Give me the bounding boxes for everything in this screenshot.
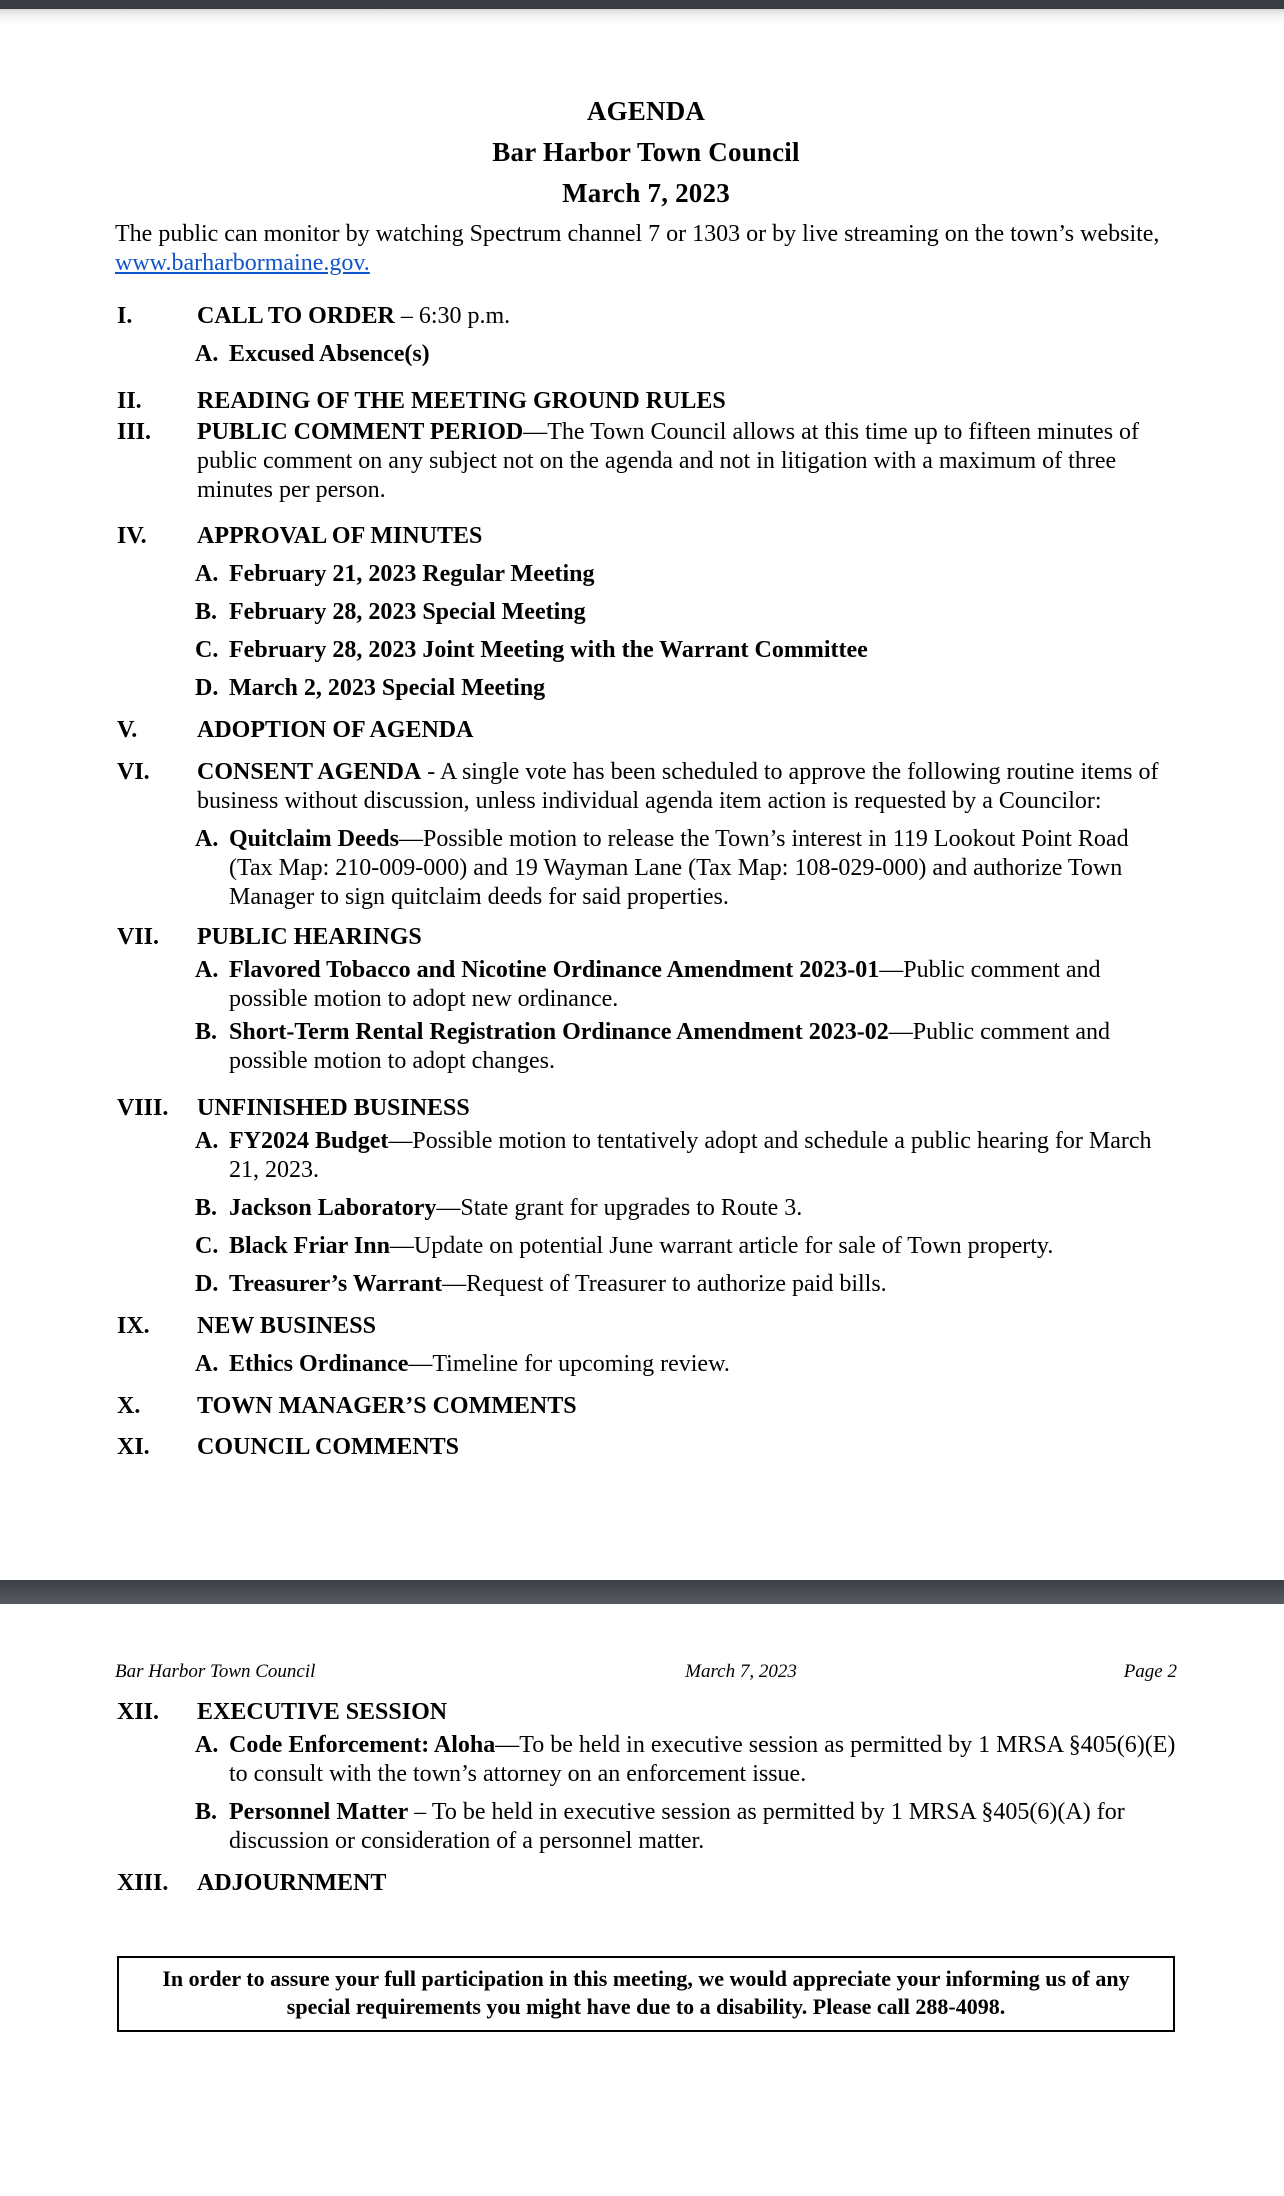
agenda-item-iv-sub-c-letter: C. [195, 637, 219, 663]
agenda-item-viii-sub-c-rest: —Update on potential June warrant article for sale of Town property. [389, 1233, 1054, 1259]
agenda-item-xiii-number: XIII. [117, 1870, 169, 1896]
agenda-item-i-sub-a-text [229, 340, 1177, 369]
agenda-item-ix [115, 1312, 1177, 1341]
page-separator-bar [0, 1580, 1284, 1604]
agenda-item-xi-lead: COUNCIL COMMENTS [197, 1434, 460, 1460]
agenda-item-xii-sub-a-lead: Code Enforcement: Aloha [229, 1732, 496, 1758]
agenda-item-ix-sub-a-rest: —Timeline for upcoming review. [408, 1351, 730, 1377]
agenda-item-iii-lead: PUBLIC COMMENT PERIOD [197, 419, 524, 445]
title-line-date: March 7, 2023 [562, 178, 730, 208]
agenda-item-i-sub-a-letter: A. [195, 341, 219, 367]
agenda-item-viii-sub-b [195, 1194, 1177, 1223]
agenda-item-iv-sub-b-letter: B. [195, 599, 218, 625]
agenda-item-viii-sub-c-text [229, 1232, 1177, 1261]
agenda-item-i [115, 302, 1177, 331]
agenda-item-viii-sub-d-rest: —Request of Treasurer to authorize paid bills. [442, 1271, 887, 1297]
agenda-item-ix-sub-a-text [229, 1350, 1177, 1379]
agenda-item-xii-sub-a [195, 1731, 1177, 1789]
agenda-item-iv-sub-a [195, 560, 1177, 589]
viewer-top-bar [0, 0, 1284, 9]
agenda-item-iv [115, 522, 1177, 551]
agenda-item-vii-sub-a [195, 956, 1177, 1014]
agenda-item-viii-sub-c-lead: Black Friar Inn [229, 1233, 390, 1259]
agenda-item-vi-lead: CONSENT AGENDA [197, 759, 422, 785]
agenda-item-xi-body [197, 1433, 1177, 1462]
agenda-item-ix-lead: NEW BUSINESS [197, 1313, 376, 1339]
agenda-item-iv-lead: APPROVAL OF MINUTES [197, 523, 483, 549]
agenda-item-i-rest: – 6:30 p.m. [394, 303, 511, 329]
agenda-item-vi-sub-a-rest: —Possible motion to release the Town’s interest in 119 Lookout Point Road (Tax Map: 210-009-000) and 19 Wayman Lane (Tax Map: 108-029-000) and authorize Town Manager to sign quitclaim deeds for said properties. [229, 826, 1129, 910]
agenda-item-x-number: X. [117, 1393, 141, 1419]
agenda-item-xi-number: XI. [117, 1434, 150, 1460]
agenda-item-v-body [197, 716, 1177, 745]
page-title [115, 91, 1177, 214]
agenda-item-viii-sub-d-text [229, 1270, 1177, 1299]
agenda-item-v-number: V. [117, 717, 138, 743]
agenda-item-ix-sub-a [195, 1350, 1177, 1379]
agenda-item-viii-sub-d-letter: D. [195, 1271, 219, 1297]
agenda-item-xii-sub-a-text [229, 1731, 1177, 1789]
agenda-item-vi [115, 758, 1177, 816]
agenda-item-xii-lead: EXECUTIVE SESSION [197, 1699, 448, 1725]
agenda-item-viii-sub-a-text [229, 1127, 1177, 1185]
agenda-item-ix-sub-a-letter: A. [195, 1351, 219, 1377]
agenda-item-viii-body [197, 1094, 1177, 1123]
agenda-item-ii-lead: READING OF THE MEETING GROUND RULES [197, 388, 726, 414]
agenda-item-ix-body [197, 1312, 1177, 1341]
agenda-item-viii-sub-a [195, 1127, 1177, 1185]
agenda-item-iii-number: III. [117, 419, 152, 445]
town-website-link[interactable]: www.barharbormaine.gov. [115, 250, 370, 276]
agenda-item-viii-sub-a-letter: A. [195, 1128, 219, 1154]
agenda-item-vi-rest: - A single vote has been scheduled to approve the following routine items of business without discussion, unless individual agenda item action is requested by a Councilor: [197, 759, 1159, 814]
agenda-item-vii [115, 923, 1177, 952]
agenda-item-xi [115, 1433, 1177, 1462]
agenda-item-viii-sub-b-letter: B. [195, 1195, 218, 1221]
agenda-item-xiii [115, 1869, 1177, 1898]
agenda-item-vii-lead: PUBLIC HEARINGS [197, 924, 422, 950]
agenda-item-v-lead: ADOPTION OF AGENDA [197, 717, 474, 743]
agenda-item-xii-sub-b [195, 1798, 1177, 1856]
agenda-item-xiii-lead: ADJOURNMENT [197, 1870, 387, 1896]
agenda-item-vii-sub-b-text [229, 1018, 1177, 1076]
streaming-notice-text: The public can monitor by watching Spectrum channel 7 or 1303 or by live streaming on the town’s website, [115, 221, 1160, 247]
agenda-item-x-lead: TOWN MANAGER’S COMMENTS [197, 1393, 577, 1419]
document-page-1 [0, 25, 1284, 1580]
agenda-item-i-sub-a [195, 340, 1177, 369]
agenda-item-viii [115, 1094, 1177, 1123]
agenda-item-ii-number: II. [117, 388, 142, 414]
agenda-item-ix-sub-a-lead: Ethics Ordinance [229, 1351, 409, 1377]
agenda-item-iv-sub-b-text [229, 598, 1177, 627]
agenda-list-page-1 [115, 302, 1177, 1462]
viewer-top-shadow [0, 9, 1284, 25]
agenda-item-vii-sub-a-rest: —Public comment and possible motion to adopt new ordinance. [229, 957, 1101, 1012]
running-header-page-number: Page 2 [1123, 1661, 1177, 1682]
agenda-item-vii-sub-a-letter: A. [195, 957, 219, 983]
agenda-item-vii-sub-b [195, 1018, 1177, 1076]
agenda-item-iv-sub-d-text [229, 674, 1177, 703]
streaming-notice [115, 220, 1177, 278]
agenda-item-vi-sub-a [195, 825, 1177, 912]
title-line-agenda: AGENDA [586, 96, 706, 126]
agenda-item-x [115, 1392, 1177, 1421]
running-header-council: Bar Harbor Town Council [115, 1661, 316, 1682]
agenda-item-xii-body [197, 1698, 1177, 1727]
agenda-item-viii-sub-b-text [229, 1194, 1177, 1223]
agenda-item-viii-number: VIII. [117, 1095, 169, 1121]
agenda-item-iv-number: IV. [117, 523, 147, 549]
agenda-item-iv-sub-d [195, 674, 1177, 703]
agenda-item-i-lead: CALL TO ORDER [197, 303, 395, 329]
agenda-item-iii [115, 418, 1177, 505]
agenda-item-viii-sub-a-rest: —Possible motion to tentatively adopt and schedule a public hearing for March 21, 2023. [229, 1128, 1152, 1183]
agenda-item-xiii-body [197, 1869, 1177, 1898]
document-page-2 [0, 1660, 1284, 2132]
agenda-item-iv-body [197, 522, 1177, 551]
agenda-item-vi-sub-a-letter: A. [195, 826, 219, 852]
running-header-date: March 7, 2023 [685, 1661, 797, 1682]
agenda-item-vi-sub-a-lead: Quitclaim Deeds [229, 826, 399, 852]
agenda-item-iv-sub-a-lead: February 21, 2023 Regular Meeting [229, 561, 595, 587]
agenda-item-xii-sub-a-letter: A. [195, 1732, 219, 1758]
agenda-item-xii-sub-b-lead: Personnel Matter [229, 1799, 409, 1825]
agenda-item-viii-sub-b-rest: —State grant for upgrades to Route 3. [436, 1195, 803, 1221]
agenda-item-vii-sub-b-lead: Short-Term Rental Registration Ordinance Amendment 2023-02 [229, 1019, 889, 1045]
agenda-item-iii-body [197, 418, 1177, 505]
agenda-item-xii-number: XII. [117, 1699, 160, 1725]
agenda-item-ii [115, 387, 1177, 416]
agenda-item-ii-body [197, 387, 1177, 416]
title-line-body: Bar Harbor Town Council [492, 137, 800, 167]
agenda-item-iv-sub-c-lead: February 28, 2023 Joint Meeting with the Warrant Committee [229, 637, 868, 663]
agenda-item-v [115, 716, 1177, 745]
agenda-item-viii-lead: UNFINISHED BUSINESS [197, 1095, 470, 1121]
agenda-item-i-number: I. [117, 303, 133, 329]
agenda-item-xii [115, 1698, 1177, 1727]
agenda-item-iv-sub-a-letter: A. [195, 561, 219, 587]
accessibility-notice-wrapper [115, 1956, 1177, 2032]
agenda-item-vii-number: VII. [117, 924, 160, 950]
agenda-item-vii-sub-b-rest: —Public comment and possible motion to adopt changes. [229, 1019, 1111, 1074]
agenda-item-viii-sub-d [195, 1270, 1177, 1299]
agenda-item-iv-sub-b-lead: February 28, 2023 Special Meeting [229, 599, 586, 625]
agenda-item-viii-sub-d-lead: Treasurer’s Warrant [229, 1271, 443, 1297]
agenda-item-viii-sub-c [195, 1232, 1177, 1261]
agenda-item-ix-number: IX. [117, 1313, 150, 1339]
agenda-item-xii-sub-b-letter: B. [195, 1799, 218, 1825]
running-header [115, 1660, 1177, 1684]
agenda-item-vii-sub-a-text [229, 956, 1177, 1014]
agenda-item-xii-sub-b-rest: – To be held in executive session as permitted by 1 MRSA §405(6)(A) for discussion or consideration of a personnel matter. [229, 1799, 1125, 1854]
agenda-item-x-body [197, 1392, 1177, 1421]
agenda-item-vi-sub-a-text [229, 825, 1177, 912]
agenda-item-iv-sub-c-text [229, 636, 1177, 665]
agenda-item-vii-sub-a-lead: Flavored Tobacco and Nicotine Ordinance Amendment 2023-01 [229, 957, 880, 983]
agenda-item-viii-sub-b-lead: Jackson Laboratory [229, 1195, 437, 1221]
agenda-item-iv-sub-a-text [229, 560, 1177, 589]
page-2-bottom-spacer [115, 2032, 1177, 2132]
agenda-item-vii-body [197, 923, 1177, 952]
agenda-item-xii-sub-b-text [229, 1798, 1177, 1856]
agenda-item-iii-rest: —The Town Council allows at this time up to fifteen minutes of public comment on any subject not on the agenda and not in litigation with a maximum of three minutes per person. [197, 419, 1140, 503]
agenda-item-iv-sub-b [195, 598, 1177, 627]
agenda-list-page-2 [115, 1698, 1177, 1898]
agenda-item-vi-body [197, 758, 1177, 816]
accessibility-notice-box: In order to assure your full participation in this meeting, we would appreciate your informing us of any special requirements you might have due to a disability. Please call 288-4098. [117, 1956, 1175, 2032]
agenda-item-i-sub-a-lead: Excused Absence(s) [229, 341, 430, 367]
agenda-item-iv-sub-d-letter: D. [195, 675, 219, 701]
agenda-item-i-body [197, 302, 1177, 331]
agenda-item-vii-sub-b-letter: B. [195, 1019, 218, 1045]
agenda-item-viii-sub-a-lead: FY2024 Budget [229, 1128, 389, 1154]
agenda-item-xii-sub-a-rest: —To be held in executive session as permitted by 1 MRSA §405(6)(E) to consult with the town’s attorney on an enforcement issue. [229, 1732, 1176, 1787]
agenda-item-viii-sub-c-letter: C. [195, 1233, 219, 1259]
agenda-item-vi-number: VI. [117, 759, 150, 785]
agenda-item-iv-sub-c [195, 636, 1177, 665]
agenda-item-iv-sub-d-lead: March 2, 2023 Special Meeting [229, 675, 546, 701]
